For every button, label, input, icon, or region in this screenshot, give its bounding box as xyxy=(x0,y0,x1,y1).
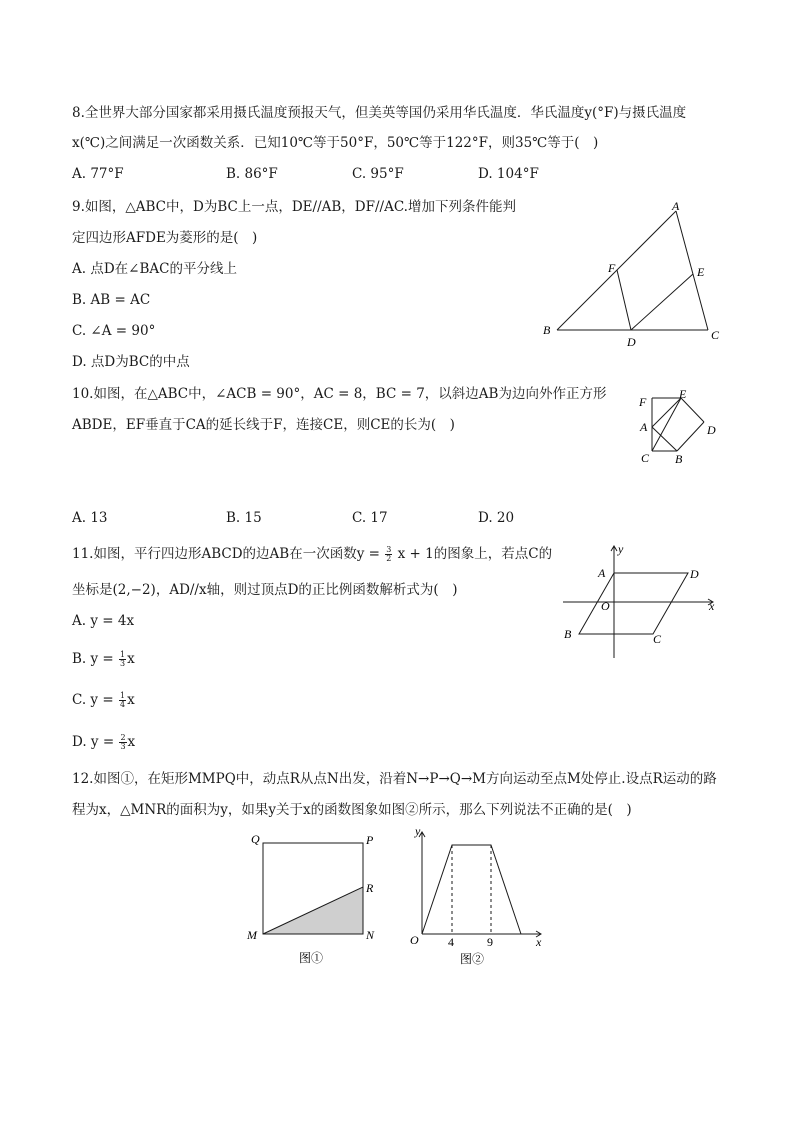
q12-line1: 12.如图①，在矩形MMPQ中，动点R从点N出发，沿着N→P→Q→M方向运动至点M处停止.设点R运动的路 xyxy=(72,771,717,787)
q11-frac-den: 2 xyxy=(386,554,392,563)
q12-label-o: O xyxy=(410,933,419,947)
q11-option-d-num: 2 xyxy=(120,733,126,742)
q11-line1-post: x + 1的图象上，若点C的 xyxy=(397,546,553,562)
q12-rectangle-figure xyxy=(245,830,380,970)
q9-line1: 9.如图，△ABC中，D为BC上一点，DE//AB，DF//AC.增加下列条件能判 xyxy=(72,199,516,215)
q12-label-q: Q xyxy=(251,832,260,846)
q12-line2: 程为x，△MNR的面积为y，如果y关于x的函数图象如图②所示，那么下列说法不正确的是( ) xyxy=(72,802,632,818)
q12-tick-9: 9 xyxy=(487,935,493,949)
q11-parallelogram xyxy=(579,573,688,634)
q11-frac-num: 3 xyxy=(386,545,392,554)
q11-label-c: C xyxy=(653,632,662,646)
q11-option-b-pre: B. y = xyxy=(72,651,114,667)
q12-label-r: R xyxy=(366,881,374,895)
q11-option-d-x: x xyxy=(127,734,136,750)
q11-fraction xyxy=(385,546,392,563)
q10-label-c: C xyxy=(641,451,650,465)
q8-line2: x(℃)之间满足一次函数关系．已知10℃等于50°F，50℃等于122°F，则35℃等于( ) xyxy=(72,135,599,151)
q9-triangle-figure xyxy=(535,198,730,350)
q9-option-d: D. 点D为BC的中点 xyxy=(72,354,190,370)
q11-option-a: A. y = 4x xyxy=(72,613,135,629)
q11-label-b: B xyxy=(564,627,572,641)
q10-side-ae xyxy=(652,398,681,427)
q12-fig2-caption: 图② xyxy=(460,952,485,966)
q12-graph-figure xyxy=(405,822,550,972)
q9-label-a: A xyxy=(672,199,680,213)
q11-label-y: y xyxy=(618,542,624,556)
q12-graph-line xyxy=(422,845,521,934)
q10-line1: 10.如图，在△ABC中，∠ACB = 90°，AC = 8，BC = 7，以斜边AB为边向外作正方形 xyxy=(72,386,607,402)
q11-option-b xyxy=(72,650,135,668)
q11-option-d-fraction xyxy=(119,734,126,751)
q11-option-c-den: 4 xyxy=(119,700,126,709)
q8-option-c: C. 95°F xyxy=(352,166,404,182)
q9-label-e: E xyxy=(697,265,705,279)
q10-square-figure xyxy=(632,385,724,467)
q11-label-a: A xyxy=(598,566,606,580)
q12-label-y: y xyxy=(415,824,421,838)
q10-option-b: B. 15 xyxy=(226,510,262,526)
q12-fig1-caption: 图① xyxy=(299,951,324,965)
q11-label-x: x xyxy=(709,599,715,613)
q10-label-b: B xyxy=(675,452,683,466)
q9-side-ab xyxy=(557,211,676,330)
q10-label-d: D xyxy=(707,423,716,437)
q10-label-a: A xyxy=(640,420,648,434)
q11-option-b-den: 3 xyxy=(120,659,126,668)
q9-label-d: D xyxy=(627,335,636,349)
q9-option-a: A. 点D在∠BAC的平分线上 xyxy=(72,261,237,277)
q11-option-c xyxy=(72,691,135,709)
q11-option-b-x: x xyxy=(127,651,135,667)
q10-segment-ce xyxy=(652,398,681,451)
q12-label-n: N xyxy=(366,928,375,942)
q11-option-d-den: 3 xyxy=(120,742,126,751)
q12-label-m: M xyxy=(247,928,257,942)
q10-side-ab xyxy=(652,427,677,451)
q11-option-c-num: 1 xyxy=(119,691,126,700)
q11-option-d-pre: D. y = xyxy=(72,734,115,750)
q11-option-b-num: 1 xyxy=(120,650,126,659)
q8-line1: 8.全世界大部分国家都采用摄氏温度预报天气，但美英等国仍采用华氏温度．华氏温度y(°F)与摄氏温度 xyxy=(72,105,687,121)
q9-label-b: B xyxy=(543,323,551,337)
q10-side-ed xyxy=(681,398,704,422)
q8-option-a: A. 77°F xyxy=(72,166,124,182)
q11-line1 xyxy=(72,545,552,563)
q9-line2: 定四边形AFDE为菱形的是( ) xyxy=(72,230,258,246)
q10-option-c: C. 17 xyxy=(352,510,388,526)
q11-option-c-pre: C. y = xyxy=(72,692,114,708)
q8-option-d: D. 104°F xyxy=(478,166,539,182)
q11-line1-pre: 11.如图，平行四边形ABCD的边AB在一次函数y = xyxy=(72,546,380,562)
q11-line2: 坐标是(2,−2)，AD//x轴，则过顶点D的正比例函数解析式为( ) xyxy=(72,582,458,598)
q11-label-o: O xyxy=(601,599,610,613)
q11-option-d xyxy=(72,733,135,751)
q9-option-c: C. ∠A = 90° xyxy=(72,323,156,339)
q10-label-e: E xyxy=(679,387,687,401)
q9-segment-de xyxy=(631,274,693,330)
q11-option-c-fraction xyxy=(119,692,126,709)
q10-line2: ABDE，EF垂直于CA的延长线于F，连接CE，则CE的长为( ) xyxy=(72,417,455,433)
q10-option-d: D. 20 xyxy=(478,510,515,526)
q11-option-c-x: x xyxy=(127,692,135,708)
q10-option-a: A. 13 xyxy=(72,510,108,526)
q9-label-c: C xyxy=(711,328,720,342)
q12-label-p: P xyxy=(366,833,374,847)
q10-side-db xyxy=(677,422,704,451)
q11-option-b-fraction xyxy=(119,651,126,668)
q11-label-d: D xyxy=(690,567,699,581)
q11-parallelogram-figure xyxy=(555,540,725,665)
q12-tick-4: 4 xyxy=(448,935,454,949)
q10-label-f: F xyxy=(639,395,647,409)
q9-label-f: F xyxy=(608,261,616,275)
q9-option-b: B. AB = AC xyxy=(72,292,151,308)
q9-segment-fd xyxy=(617,270,631,330)
q8-option-b: B. 86°F xyxy=(226,166,278,182)
q12-label-x: x xyxy=(536,935,542,949)
q12-shaded-triangle xyxy=(263,887,363,934)
